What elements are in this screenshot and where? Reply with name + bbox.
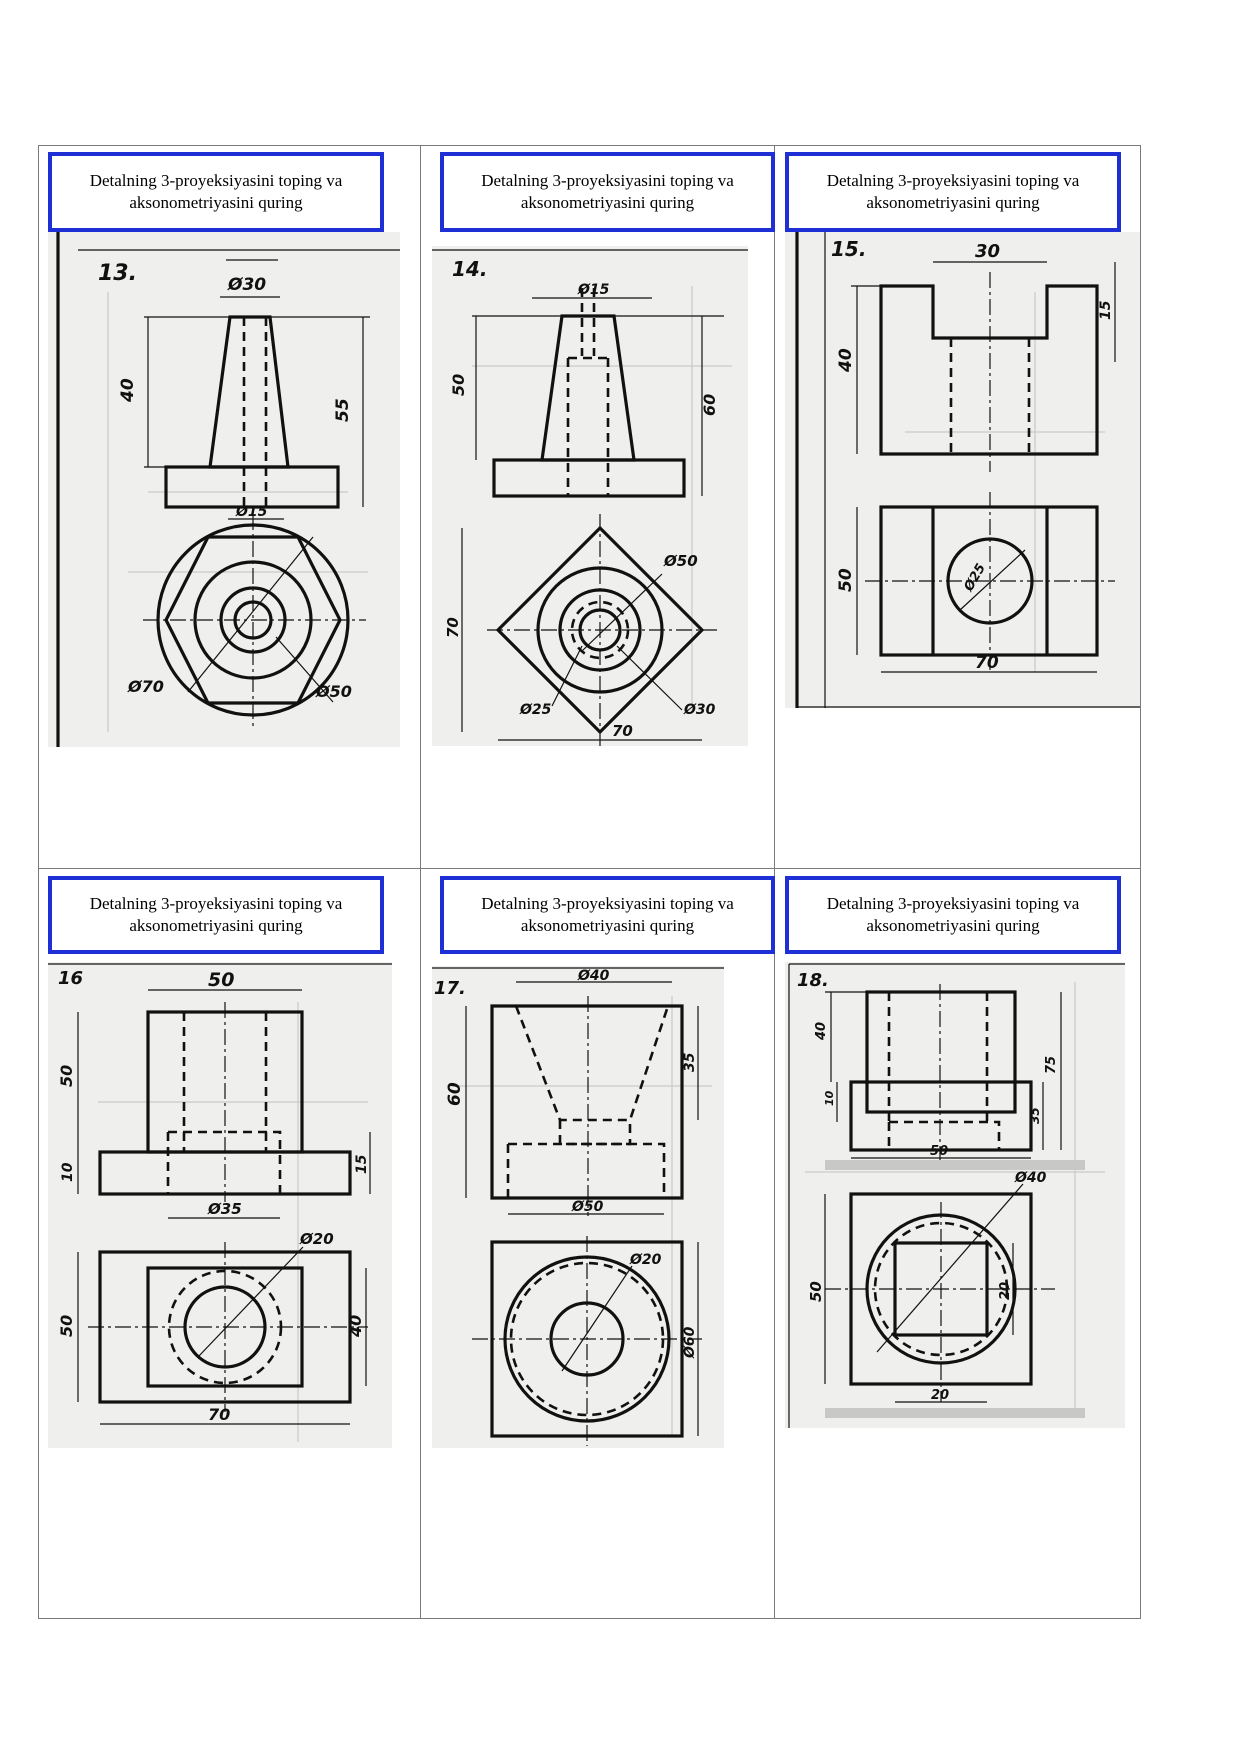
dimension-label: 20	[998, 1281, 1013, 1300]
task-caption	[785, 152, 1121, 232]
dimension-label: 15	[354, 1154, 370, 1174]
task-caption-text: Detalning 3-proyeksiyasini toping va aksonometriyasini quring	[826, 894, 1080, 935]
dimension-label: Ø30	[228, 275, 267, 295]
task-caption-text: Detalning 3-proyeksiyasini toping va aksonometriyasini quring	[826, 171, 1080, 212]
dimension-label: 10	[823, 1090, 836, 1106]
technical-drawing	[48, 962, 392, 1448]
dimension-label: Ø50	[664, 552, 698, 570]
drawing-15	[785, 232, 1140, 708]
task-number: 16	[58, 968, 84, 989]
drawing-17	[432, 966, 724, 1448]
dimension-label: Ø15	[578, 282, 610, 298]
dimension-label: 20	[931, 1388, 950, 1403]
task-number: 14.	[452, 257, 488, 281]
task-caption	[48, 152, 384, 232]
dimension-label: 50	[836, 568, 856, 592]
dimension-label: Ø50	[572, 1199, 604, 1215]
task-caption-text: Detalning 3-proyeksiyasini toping va aksonometriyasini quring	[481, 171, 734, 212]
dimension-label: 50	[807, 1281, 825, 1302]
dimension-label: Ø15	[236, 504, 268, 520]
technical-drawing	[432, 246, 748, 746]
dimension-label: 60	[445, 1082, 465, 1106]
dimension-label: 50	[208, 969, 235, 991]
dimension-label: Ø25	[520, 702, 552, 718]
task-number: 18.	[797, 970, 829, 991]
task-number: 15.	[831, 237, 867, 261]
technical-drawing	[785, 232, 1140, 708]
dimension-label: Ø20	[300, 1230, 334, 1248]
dimension-label: Ø70	[128, 677, 164, 696]
technical-drawing	[48, 232, 400, 747]
task-caption-text: Detalning 3-proyeksiyasini toping va aksonometriyasini quring	[481, 894, 734, 935]
dimension-label: Ø25	[961, 561, 990, 594]
drawing-14	[432, 246, 748, 746]
task-caption	[48, 876, 384, 954]
dimension-label: 70	[444, 617, 462, 638]
dimension-label: Ø50	[316, 682, 352, 701]
dimension-label: 40	[814, 1021, 829, 1040]
dimension-label: 70	[208, 1405, 231, 1424]
technical-drawing	[785, 962, 1125, 1428]
dimension-label: Ø40	[578, 968, 610, 984]
column-divider	[420, 146, 421, 1618]
dimension-label: 35	[1028, 1107, 1042, 1124]
dimension-label: Ø40	[1015, 1170, 1047, 1186]
dimension-label: 50	[930, 1144, 949, 1159]
dimension-label: 75	[1044, 1055, 1059, 1074]
dimension-label: 40	[118, 378, 138, 402]
dimension-label: 50	[57, 1064, 76, 1087]
dimension-label: Ø30	[684, 702, 716, 718]
dimension-label: 35	[682, 1052, 698, 1072]
dimension-label: 55	[333, 398, 353, 422]
dimension-label: 60	[700, 393, 719, 416]
task-number: 13.	[98, 261, 137, 286]
task-caption-text: Detalning 3-proyeksiyasini toping va aksonometriyasini quring	[89, 894, 343, 935]
dimension-label: 30	[975, 241, 1001, 262]
dimension-label: Ø35	[208, 1200, 242, 1218]
drawing-13	[48, 232, 400, 747]
dimension-label: 10	[60, 1162, 76, 1182]
dimension-label: 50	[57, 1314, 76, 1337]
drawing-16	[48, 962, 392, 1448]
technical-drawing	[432, 966, 724, 1448]
dimension-label: 70	[612, 722, 633, 740]
dimension-label: Ø60	[682, 1326, 698, 1358]
dimension-label: 70	[975, 653, 999, 673]
dimension-label: Ø20	[630, 1252, 662, 1268]
task-number: 17.	[434, 978, 466, 999]
task-caption	[785, 876, 1121, 954]
row-divider	[39, 868, 1140, 869]
task-caption-text: Detalning 3-proyeksiyasini toping va aksonometriyasini quring	[89, 171, 343, 212]
dimension-label: 40	[836, 348, 856, 372]
task-caption	[440, 876, 775, 954]
dimension-label: 40	[346, 1314, 365, 1337]
drawing-18	[785, 962, 1125, 1428]
task-caption	[440, 152, 775, 232]
dimension-label: 15	[1098, 300, 1114, 320]
dimension-label: 50	[449, 373, 468, 396]
